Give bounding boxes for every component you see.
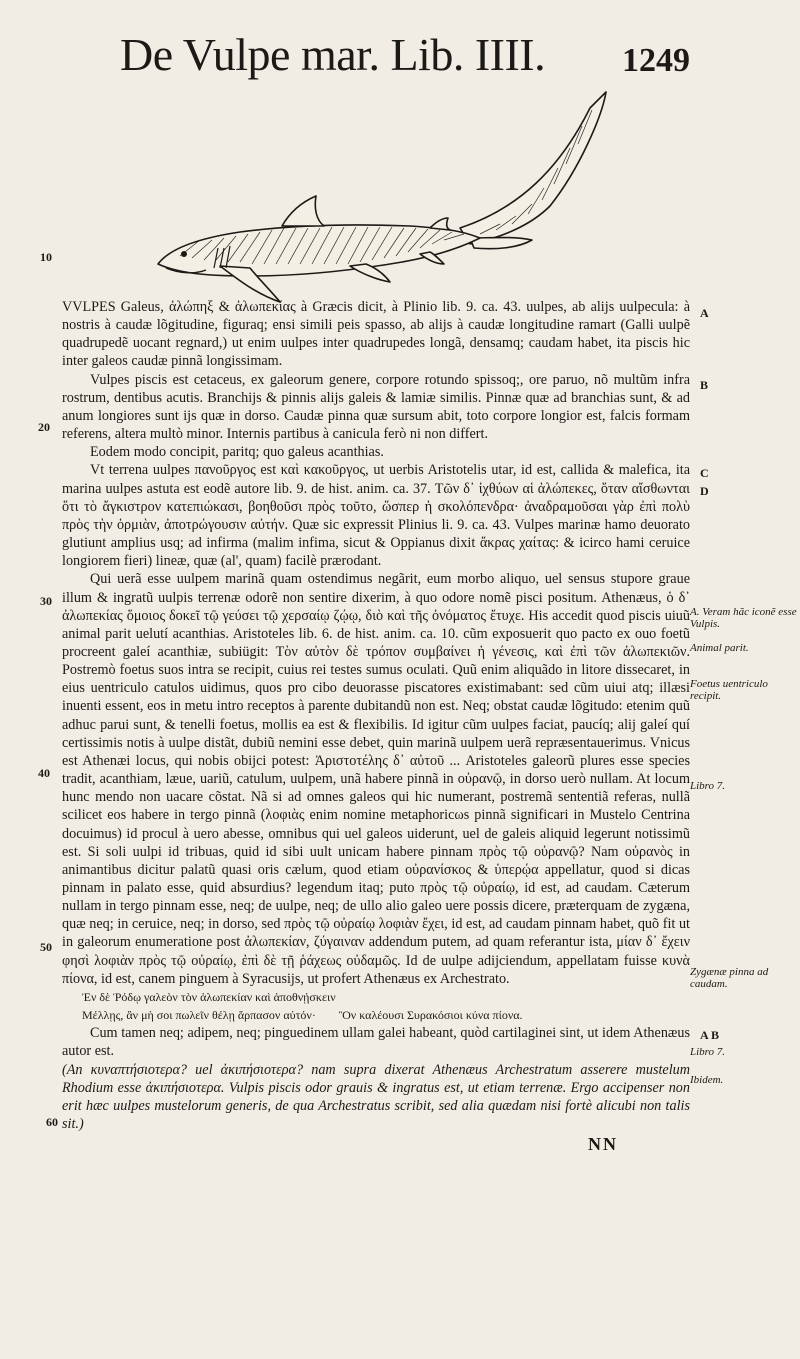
signature-mark: NN: [588, 1134, 618, 1154]
margin-note: Ibidem.: [690, 1074, 724, 1086]
margin-note: A. Veram hãc iconẽ esse Vulpis.: [690, 606, 797, 630]
greek-verse-line: [62, 1006, 690, 1024]
fish-pelvic-fin: [350, 264, 390, 282]
italic-annotation: (An κυναπτήσιοτερα? uel ἀκιπήσιοτερα? nam supra dixerat Athenæus Archestratum asserere mustelum Rhodium esse ἀκιπήσιοτερα. Vulpis piscis odor grauis & ingratus est, ut etiam terrenæ. Ergo accipenser non erit hæc uulpes mustelorum generis, de qua Archestratus scribit, sed alia quædam nisi fortè alicubi non talis sit.): [62, 1061, 690, 1133]
line-number: 30: [40, 594, 52, 608]
paragraph: Vulpes piscis est cetaceus, ex galeorum genere, corpore rotundo spissoq;, ore paruo, nõ multũm infra rostrum, dentibus acutis. Branchijs & pinnis alijs galeis & lamiæ similis. Pinnæ quæ ad branchias sunt, & ad anum longiores sunt ijs quæ in dorso. Caudæ pinna quæ sursum abit, toto corpore longior est, falcis formam referens, altera multò minor. Internis partibus à canicula ferò ni non differt.: [62, 371, 690, 443]
page-number: 1249: [622, 42, 690, 79]
main-text-block: [62, 298, 690, 1133]
fish-tail-upper-lobe: [460, 92, 606, 244]
greek-verse-line: Ἐν δὲ Ῥόδῳ γαλεὸν τὸν ἀλωπεκίαν καὶ ἀποθνῄσκειν: [82, 989, 336, 1004]
fish-illustration: [140, 88, 620, 308]
margin-note: Libro 7.: [690, 780, 726, 792]
greek-verse-part: Μέλλῃς, ἂν μὴ σοι πωλεῖν θέλῃ ἅρπασον αὐτόν·: [82, 1008, 316, 1023]
paragraph: Eodem modo concipit, paritq; quo galeus acanthias.: [90, 444, 384, 461]
running-title: De Vulpe mar. Lib. IIII.: [120, 29, 546, 80]
greek-verse-part: Ὃν καλέουσι Συρακόσιοι κύνα πίονα.: [338, 1008, 523, 1023]
margin-letter: A: [700, 306, 709, 320]
paragraph: Qui uerã esse uulpem marinã quam ostendimus negãrit, eum morbo aliquo, uel sensus stupore graue illum & ingratũ uulpis terrenæ odorẽ non sentire dixerim, à quo odore nomẽ pisci positum. Athenæus, ὁ δ᾽ ἀλωπεκίας ὅμοιος δοκεῖ τῷ γεύσει τῷ χερσαίῳ ζῴῳ, διὸ καὶ τῆς ὀνόματος ἔτυχε. His accedit quod piscis uiuũ animal parit uelutí acanthias. Aristoteles lib. 6. de hist. anim. ca. 10. cũm exposuerit quo pacto ex ouo foetũ procreent galeí acanthiæ, subiügit: Τὸν αὐτὸν δὲ τρόπον συμβαίνει ἡ γένεσις, καὶ ἐπὶ τῶν ἀλωπεκιῶν. Postremò foetus suos intra se recipit, cuius rei testes sumus oculati. Quũ enim aliquãdo in litore dissecaret, in eius uentriculo catulos uidimus, quos pro cibo deuorasse piscatores existimabant: sed cũm uiui atq; illæsi inuenti essent, eos in metu intro receptos à parente dubitandũ non est. Neq; obstat caudæ lõgitudo: etenim quũ adhuc parui sunt, & tenelli foetus, mollis ea est & flexibilis. Id igitur cũm uulpes faciat, paucíq; alij galeí quí certissimis notis à uulpe distãt, dubiũ nemini esse debet, quin marinã uulpem uerã repræsentauerimus. Vnicus est Athenæi locus, qui nobis obijci potest: Ἀριστοτέλης δ᾽ αὐτοῦ ... Aristoteles galeorũ plures esse species tradit, acanthiam, læue, uariũ, catulum, uulpem, unã habere pinnã in οὐρανῷ, in dorso uerò nullam. At locum hunc mendo non uacare cõstat. Nã si ad omnes galeos qui hic numerant, postremã sententiã referas, nullã scilicet eos habere in tergo pinnã (λοφιὰς enim nomine metaphoricωs pinnã significari in Mustelo Centrina docuimus) id procul à uero abesse, omnibus qui uel galeos uiderunt, uel de galeis aliquid legerunt notissimũ est. Si soli uulpi id tribuas, quid id sibi uult unicam habere pinnam πρὸς τῷ οὐρανῷ? Nam οὐρανὸς in animantibus dicitur palatũ quasi oris cælum, quod etiam οὐρανίσκος & ὑπερῴα appellatur, quod si dicas pinnam in palato esse, quid absurdius? legendum itaq; puto πρὸς τῷ οὐραίῳ, id est, ad caudam. Cæterum nullam in tergo pinnam esse, neq; de uulpe, neq; de ullo alio galeo uere possis dicere, præterquam de zygæna, quæ neq; in ceruice, neq; in dorso, sed πρὸς τῷ οὐραίῳ λοφιὰν ἔχει, id est, ad caudam pinnam habet, quõ fit ut in galeorum enumeratione post ἀλωπεκίαν, ζύγαιναν addendum putem, ad quam referantur ista, μίαν δ᾽ ἔχειν φησὶ λοφιὰν πρὸς τῷ οὐραίῳ, ἐπὶ δὲ τῇ ῥάχεως οὐδαμῶς. Id de uulpe adijciendum, appellatam fuisse κυνὰ πίονα, id est, canem pinguem à Syracusijs, ut profert Athenæus ex Archestrato.: [62, 571, 690, 987]
paragraph: VVLPES Galeus, ἀλώπηξ & ἀλωπεκίας à Græcis dicit, à Plinio lib. 9. ca. 43. uulpes, ab alijs uulpecula: à nostris à caudæ lõgitudine, figuraq; ensi simili peis spasso, ab alijs à caudæ longitudine ramart (Galli uulpẽ quadrupedẽ uocant regnard,) ut enim uulpes inter quadrupedes longã, densamq; caudam habet, ita piscis hic inter galeos caudæ pinnã longissimam.: [62, 299, 690, 370]
fish-eye: [181, 251, 187, 257]
fish-second-dorsal-fin: [430, 218, 450, 230]
margin-letter: B: [700, 378, 709, 392]
line-number: 60: [46, 1115, 58, 1129]
margin-note: Foetus uentriculo recipit.: [690, 678, 768, 702]
margin-note: Zygænæ pinna ad caudam.: [690, 966, 769, 990]
margin-letter: C: [700, 466, 709, 480]
running-header: [120, 28, 700, 88]
margin-letter: D: [700, 484, 709, 498]
margin-note: Animal parit.: [690, 642, 749, 654]
line-number: 10: [40, 250, 52, 264]
line-number: 40: [38, 766, 50, 780]
paragraph: Vt terrena uulpes πανοῦργος est καὶ κακοῦργος, ut uerbis Aristotelis utar, id est, callida & malefica, ita marina uulpes astuta est eodẽ autore lib. 9. de hist. anim. ca. 37. Τῶν δ᾽ ἰχθύων αἱ ἀλώπεκες, ὅταν αἴσθωνται ὅτι τὸ ἄγκιστρον κατεπιώκασι, βοηθοῦσι πρὸς τοῦτο, ὥσπερ ἡ σκολόπενδρα· ἀναδραμοῦσαι γὰρ ἐπὶ πολὺ πρὸς τὴν ὁρμιὰν, ἀποτρώγουσιν αὐτήν. Quæ sic expressit Plinius li. 9. ca. 43. Vulpes marinæ hamo deuorato glutiunt amplius usq; ad infirma (malim infima, sicut & Oppianus dixit ἄκρας χαίτας: & icirco hami ceruice longiorem fieri) lineæ, quæ (al', quam) facilè prærodant.: [62, 462, 690, 570]
line-number: 20: [38, 420, 50, 434]
paragraph: Cum tamen neq; adipem, neq; pinguedinem ullam galei habeant, quòd cartilaginei sint, ut idem Athenæus autor est.: [62, 1025, 690, 1060]
fish-dorsal-fin: [282, 196, 324, 226]
margin-letter: A B: [700, 1028, 720, 1042]
margin-note: Libro 7.: [690, 1046, 726, 1058]
line-number: 50: [40, 940, 52, 954]
